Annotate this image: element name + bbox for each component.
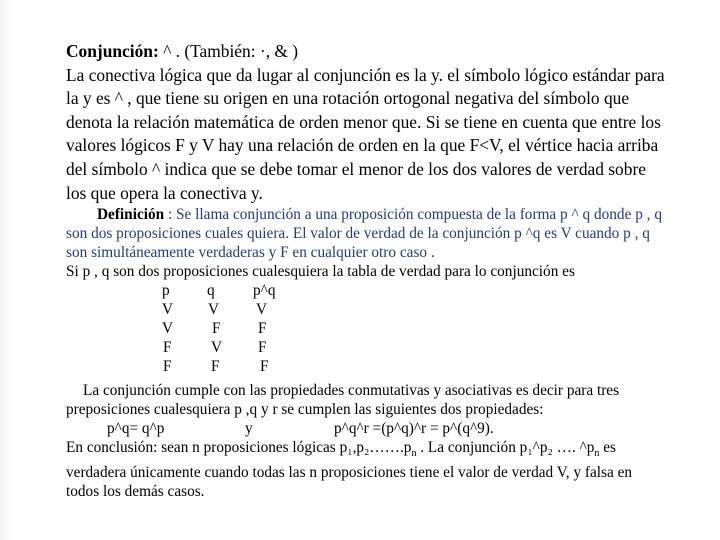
cell-pq: F <box>258 320 267 338</box>
cell-pq: F <box>260 358 269 376</box>
truth-table-row <box>66 338 666 357</box>
associative-property: p^q^r =(p^q)^r = p^(q^9). <box>334 420 494 438</box>
cell-pq: F <box>258 339 267 357</box>
heading-bold: Conjunción: <box>66 41 159 61</box>
conclusion-subscript-n: n <box>594 448 600 460</box>
truth-table-header <box>66 281 666 300</box>
cell-p: V <box>162 301 174 319</box>
header-p: p <box>162 282 170 300</box>
property-connector: y <box>245 420 253 438</box>
conclusion-part3: es verdadera únicamente cuando todas las n proposiciones tiene el valor de verdad V, y falsa en todos los demás casos. <box>66 439 633 501</box>
definition-label: Definición <box>97 206 165 224</box>
cell-p: F <box>163 358 172 376</box>
definition-paragraph <box>66 205 666 262</box>
definition-text: : Se llama conjunción a una proposición compuesta de la forma p ^ q donde p , q son dos proposiciones cuales quiera. El valor de verdad de la conjunción p ^q es V cuando p , q son simultáneamente verdaderas y F en cualquier otro caso . <box>66 206 662 262</box>
header-pq: p^q <box>253 282 276 300</box>
slide-content <box>66 40 666 501</box>
header-q: q <box>207 282 215 300</box>
intro-paragraph: La conectiva lógica que da lugar al conjunción es la y. el símbolo lógico estándar para la y es ^ , que tiene su origen en una rotación ortogonal negativa del símbolo que denota la relación matemática de orden menor que. Si se tiene en cuenta que entre los valores lógicos F y V hay una relación de orden en la que F<V, el vértice hacia arriba del símbolo ^ indica que se debe tomar el menor de los dos valores de verdad sobre los que opera la conectiva y. <box>66 64 665 203</box>
truth-table-row <box>66 319 666 338</box>
table-intro: Si p , q son dos proposiciones cualesquiera la tabla de verdad para lo conjunción es <box>66 263 575 281</box>
truth-table-row <box>66 357 666 376</box>
cell-q: V <box>211 339 223 357</box>
conclusion-subscript-n: n <box>411 448 417 460</box>
cell-p: F <box>163 339 172 357</box>
heading <box>66 40 666 64</box>
cell-q: F <box>212 320 221 338</box>
conclusion-part1: En conclusión: sean n proposiciones lógicas p₁,p₂…….p <box>66 439 412 457</box>
truth-table <box>66 281 666 376</box>
cell-pq: V <box>256 301 268 319</box>
cell-q: F <box>211 358 220 376</box>
conclusion-paragraph <box>66 438 666 501</box>
properties-text: La conjunción cumple con las propiedades conmutativas y asociativas es decir para tres preposiciones cualesquiera p ,q y r se cumplen las siguientes dos propiedades: <box>66 382 620 419</box>
properties-paragraph <box>66 381 666 419</box>
conclusion-part2: . La conjunción p₁^p₂ …. ^p <box>416 439 595 457</box>
heading-rest: ^ . (También: ·, & ) <box>158 41 299 61</box>
commutative-property: p^q= q^p <box>107 420 165 438</box>
properties-line <box>66 419 666 438</box>
slide-edge-decoration <box>0 0 12 540</box>
cell-q: V <box>208 301 220 319</box>
cell-p: V <box>162 320 174 338</box>
truth-table-row <box>66 300 666 319</box>
